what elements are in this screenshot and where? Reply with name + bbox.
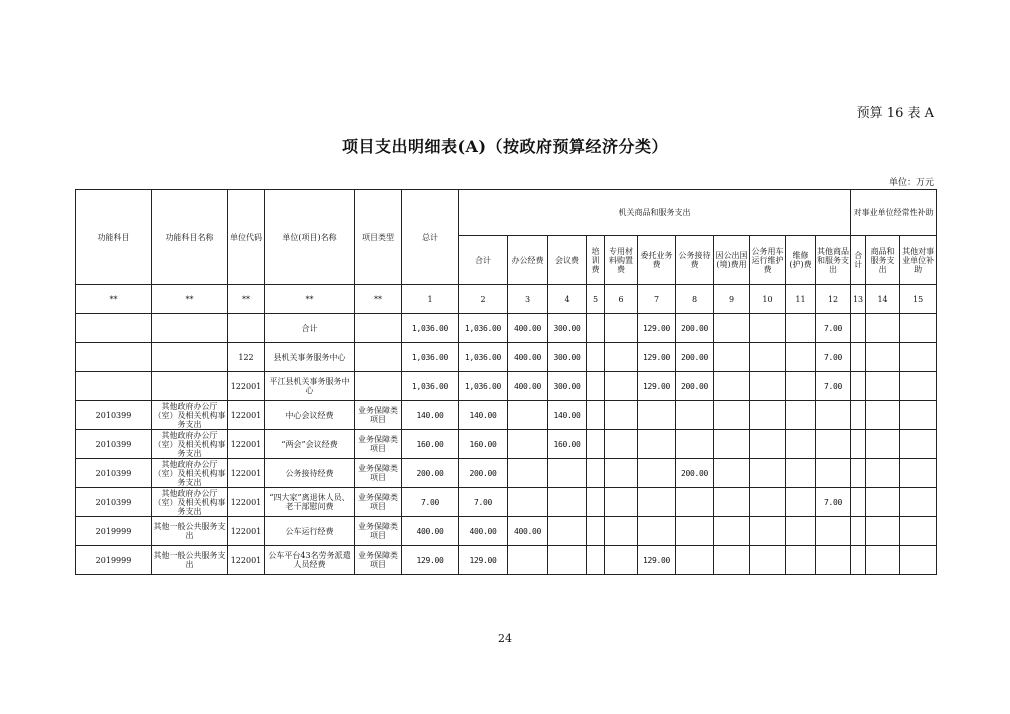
table-cell bbox=[714, 401, 750, 430]
table-row bbox=[76, 517, 937, 546]
table-cell: “两会”会议经费 bbox=[265, 430, 355, 459]
table-cell bbox=[676, 430, 714, 459]
table-cell bbox=[605, 401, 638, 430]
table-cell: 2019999 bbox=[76, 517, 152, 546]
form-number: 预算 16 表 A bbox=[856, 106, 934, 121]
table-cell: 2010399 bbox=[76, 401, 152, 430]
page-title: 项目支出明细表(A)（按政府预算经济分类） bbox=[341, 137, 669, 156]
table-cell bbox=[750, 314, 786, 343]
table-cell: 业务保障类项目 bbox=[355, 401, 402, 430]
table-cell bbox=[152, 314, 228, 343]
header-unit-name: 单位(项目)名称 bbox=[265, 190, 355, 285]
table-cell bbox=[76, 314, 152, 343]
table-cell: 1,036.00 bbox=[402, 343, 459, 372]
table-cell bbox=[605, 488, 638, 517]
column-index-cell: 1 bbox=[402, 285, 459, 314]
table-cell bbox=[605, 343, 638, 372]
table-cell: 200.00 bbox=[676, 459, 714, 488]
header-subcol: 会议费 bbox=[548, 236, 587, 285]
table-cell bbox=[866, 546, 900, 575]
table-row bbox=[76, 430, 937, 459]
column-index-cell: 13 bbox=[851, 285, 866, 314]
table-cell: 1,036.00 bbox=[402, 372, 459, 401]
table-cell bbox=[750, 546, 786, 575]
table-cell bbox=[900, 546, 937, 575]
table-cell bbox=[508, 430, 548, 459]
table-cell: 129.00 bbox=[638, 546, 676, 575]
header-subcol: 委托业务费 bbox=[638, 236, 676, 285]
header-subcol: 公务用车运行维护费 bbox=[750, 236, 786, 285]
table-cell bbox=[851, 488, 866, 517]
table-cell bbox=[605, 517, 638, 546]
table-cell bbox=[851, 314, 866, 343]
table-cell: 业务保障类项目 bbox=[355, 488, 402, 517]
table-cell: 140.00 bbox=[459, 401, 508, 430]
table-cell bbox=[816, 430, 851, 459]
table-cell: 公车平台43名劳务派遣人员经费 bbox=[265, 546, 355, 575]
table-cell bbox=[355, 372, 402, 401]
table-cell: 业务保障类项目 bbox=[355, 517, 402, 546]
table-cell bbox=[587, 372, 605, 401]
column-index-cell: 8 bbox=[676, 285, 714, 314]
table-cell bbox=[638, 401, 676, 430]
column-index-cell: 14 bbox=[866, 285, 900, 314]
table-cell bbox=[355, 314, 402, 343]
table-cell: 7.00 bbox=[816, 314, 851, 343]
table-cell bbox=[786, 459, 816, 488]
column-index-cell: ** bbox=[152, 285, 228, 314]
table-cell: 公务接待经费 bbox=[265, 459, 355, 488]
table-cell bbox=[866, 517, 900, 546]
table-cell: 129.00 bbox=[638, 343, 676, 372]
table-cell bbox=[786, 517, 816, 546]
table-row bbox=[76, 343, 937, 372]
table-cell: 122001 bbox=[228, 546, 265, 575]
table-cell bbox=[750, 401, 786, 430]
table-cell: 160.00 bbox=[459, 430, 508, 459]
table-row bbox=[76, 488, 937, 517]
table-cell bbox=[866, 372, 900, 401]
header-subcol: 其他对事业单位补助 bbox=[900, 236, 937, 285]
table-cell bbox=[866, 430, 900, 459]
table-cell bbox=[714, 517, 750, 546]
table-cell: 200.00 bbox=[676, 372, 714, 401]
table-cell: 122001 bbox=[228, 401, 265, 430]
table-cell: 合计 bbox=[265, 314, 355, 343]
header-project-type: 项目类型 bbox=[355, 190, 402, 285]
table-cell: 业务保障类项目 bbox=[355, 546, 402, 575]
table-cell: 129.00 bbox=[638, 314, 676, 343]
table-cell bbox=[587, 401, 605, 430]
table-cell bbox=[605, 372, 638, 401]
table-cell: 122001 bbox=[228, 517, 265, 546]
table-cell bbox=[548, 517, 587, 546]
table-cell bbox=[851, 343, 866, 372]
table-cell bbox=[76, 343, 152, 372]
table-cell bbox=[676, 401, 714, 430]
header-func-name: 功能科目名称 bbox=[152, 190, 228, 285]
header-subcol: 其他商品和服务支出 bbox=[816, 236, 851, 285]
table-cell: 1,036.00 bbox=[459, 372, 508, 401]
table-cell: 200.00 bbox=[676, 314, 714, 343]
table-cell: 129.00 bbox=[459, 546, 508, 575]
table-row bbox=[76, 314, 937, 343]
table-cell bbox=[605, 459, 638, 488]
table-cell: 160.00 bbox=[548, 430, 587, 459]
table-cell: 122 bbox=[228, 343, 265, 372]
header-subcol: 办公经费 bbox=[508, 236, 548, 285]
table-cell bbox=[508, 488, 548, 517]
column-index-cell: ** bbox=[355, 285, 402, 314]
table-cell bbox=[714, 372, 750, 401]
table-cell bbox=[900, 430, 937, 459]
table-cell bbox=[750, 459, 786, 488]
table-cell: 其他政府办公厅（室）及相关机构事务支出 bbox=[153, 488, 226, 516]
table-cell bbox=[900, 401, 937, 430]
table-cell bbox=[152, 372, 228, 401]
header-unit-code: 单位代码 bbox=[228, 190, 265, 285]
table-row bbox=[76, 401, 937, 430]
column-index-cell: 6 bbox=[605, 285, 638, 314]
table-cell bbox=[76, 372, 152, 401]
table-cell bbox=[714, 459, 750, 488]
table-cell bbox=[786, 488, 816, 517]
table-cell: 129.00 bbox=[638, 372, 676, 401]
table-cell: 其他一般公共服务支出 bbox=[152, 546, 228, 575]
table-cell bbox=[851, 517, 866, 546]
table-cell bbox=[508, 546, 548, 575]
table-cell bbox=[786, 372, 816, 401]
table-cell: 其他政府办公厅（室）及相关机构事务支出 bbox=[153, 459, 226, 487]
table-cell: 7.00 bbox=[816, 372, 851, 401]
table-cell bbox=[638, 430, 676, 459]
column-index-cell: ** bbox=[76, 285, 152, 314]
header-subcol: 培训费 bbox=[587, 236, 605, 285]
table-cell bbox=[587, 546, 605, 575]
expense-table bbox=[75, 189, 937, 575]
table-cell: 129.00 bbox=[402, 546, 459, 575]
table-cell bbox=[750, 488, 786, 517]
column-index-cell: 7 bbox=[638, 285, 676, 314]
table-row bbox=[76, 372, 937, 401]
table-cell bbox=[816, 401, 851, 430]
table-cell bbox=[676, 517, 714, 546]
table-row bbox=[76, 546, 937, 575]
table-cell bbox=[638, 517, 676, 546]
table-cell: 140.00 bbox=[548, 401, 587, 430]
table-cell: 1,036.00 bbox=[459, 314, 508, 343]
table-cell: 300.00 bbox=[548, 343, 587, 372]
table-cell bbox=[750, 372, 786, 401]
table-cell: 160.00 bbox=[402, 430, 459, 459]
column-index-cell: 15 bbox=[900, 285, 937, 314]
table-cell: 122001 bbox=[228, 488, 265, 517]
header-subcol: 公务接待费 bbox=[676, 236, 714, 285]
table-cell bbox=[816, 517, 851, 546]
table-cell: 2010399 bbox=[76, 430, 152, 459]
table-cell bbox=[866, 401, 900, 430]
table-cell: 7.00 bbox=[816, 343, 851, 372]
table-cell: 其他政府办公厅（室）及相关机构事务支出 bbox=[153, 430, 226, 458]
table-cell bbox=[851, 372, 866, 401]
table-cell bbox=[786, 314, 816, 343]
column-index-cell: ** bbox=[265, 285, 355, 314]
table-cell: 中心会议经费 bbox=[265, 401, 355, 430]
table-cell bbox=[228, 314, 265, 343]
table-cell bbox=[750, 430, 786, 459]
table-cell: 2019999 bbox=[76, 546, 152, 575]
column-index-cell: 12 bbox=[816, 285, 851, 314]
table-cell bbox=[866, 459, 900, 488]
table-cell bbox=[605, 430, 638, 459]
table-cell bbox=[900, 372, 937, 401]
column-index-cell: ** bbox=[228, 285, 265, 314]
table-cell: 其他政府办公厅（室）及相关机构事务支出 bbox=[153, 401, 226, 429]
column-index-cell: 9 bbox=[714, 285, 750, 314]
header-func-code: 功能科目 bbox=[76, 190, 152, 285]
table-cell bbox=[900, 459, 937, 488]
table-cell bbox=[587, 343, 605, 372]
table-cell bbox=[866, 314, 900, 343]
table-cell: 140.00 bbox=[402, 401, 459, 430]
table-cell bbox=[714, 314, 750, 343]
table-cell bbox=[786, 343, 816, 372]
table-cell bbox=[152, 343, 228, 372]
table-cell: 200.00 bbox=[402, 459, 459, 488]
table-cell: 300.00 bbox=[548, 372, 587, 401]
table-cell bbox=[638, 488, 676, 517]
header-subcol: 因公出国(境)费用 bbox=[714, 236, 750, 285]
table-cell bbox=[638, 459, 676, 488]
table-cell: 400.00 bbox=[508, 343, 548, 372]
header-subcol: 维修(护)费 bbox=[786, 236, 816, 285]
column-index-cell: 4 bbox=[548, 285, 587, 314]
header-group-goods: 机关商品和服务支出 bbox=[459, 190, 851, 236]
table-cell bbox=[508, 459, 548, 488]
table-cell bbox=[587, 430, 605, 459]
table-cell bbox=[605, 546, 638, 575]
table-cell bbox=[900, 343, 937, 372]
table-cell: 400.00 bbox=[508, 314, 548, 343]
table-cell: 200.00 bbox=[676, 343, 714, 372]
table-cell bbox=[548, 546, 587, 575]
table-cell bbox=[548, 488, 587, 517]
column-index-cell: 3 bbox=[508, 285, 548, 314]
table-cell bbox=[786, 546, 816, 575]
table-cell bbox=[714, 546, 750, 575]
table-cell bbox=[851, 459, 866, 488]
header-subcol: 商品和服务支出 bbox=[866, 236, 900, 285]
table-cell bbox=[866, 488, 900, 517]
table-cell bbox=[816, 546, 851, 575]
table-cell: 业务保障类项目 bbox=[355, 430, 402, 459]
table-cell bbox=[786, 401, 816, 430]
table-cell: 2010399 bbox=[76, 459, 152, 488]
header-subcol: 专用材料购置费 bbox=[605, 236, 638, 285]
table-cell bbox=[714, 430, 750, 459]
table-cell bbox=[587, 314, 605, 343]
table-cell: 400.00 bbox=[402, 517, 459, 546]
table-cell: 县机关事务服务中心 bbox=[265, 343, 355, 372]
table-cell: 122001 bbox=[228, 372, 265, 401]
column-index-cell: 11 bbox=[786, 285, 816, 314]
column-index-cell: 10 bbox=[750, 285, 786, 314]
table-cell: 7.00 bbox=[402, 488, 459, 517]
table-cell bbox=[508, 401, 548, 430]
table-cell bbox=[851, 401, 866, 430]
table-cell: 400.00 bbox=[508, 517, 548, 546]
table-cell: 1,036.00 bbox=[402, 314, 459, 343]
table-cell bbox=[714, 343, 750, 372]
table-cell: 平江县机关事务服务中心 bbox=[265, 372, 355, 401]
table-cell bbox=[548, 459, 587, 488]
table-cell bbox=[750, 343, 786, 372]
table-cell bbox=[676, 546, 714, 575]
page-number: 24 bbox=[498, 632, 512, 645]
table-cell bbox=[851, 430, 866, 459]
table-cell bbox=[587, 488, 605, 517]
table-cell bbox=[587, 517, 605, 546]
table-cell: “四大家”离退休人员、老干部慰问费 bbox=[265, 488, 355, 517]
table-cell: 其他一般公共服务支出 bbox=[152, 517, 228, 546]
header-total: 总计 bbox=[402, 190, 459, 285]
table-cell bbox=[866, 343, 900, 372]
table-cell: 122001 bbox=[228, 459, 265, 488]
table-row bbox=[76, 459, 937, 488]
table-cell: 公车运行经费 bbox=[265, 517, 355, 546]
table-cell: 1,036.00 bbox=[459, 343, 508, 372]
column-index-cell: 2 bbox=[459, 285, 508, 314]
header-group-subsidy: 对事业单位经常性补助 bbox=[851, 190, 937, 236]
table-cell: 业务保障类项目 bbox=[355, 459, 402, 488]
table-cell: 300.00 bbox=[548, 314, 587, 343]
table-cell: 7.00 bbox=[459, 488, 508, 517]
table-cell bbox=[816, 459, 851, 488]
table-cell: 400.00 bbox=[508, 372, 548, 401]
table-cell bbox=[355, 343, 402, 372]
table-cell bbox=[714, 488, 750, 517]
table-cell bbox=[786, 430, 816, 459]
column-index-row bbox=[76, 285, 937, 314]
table-cell bbox=[587, 459, 605, 488]
table-cell: 200.00 bbox=[459, 459, 508, 488]
table-cell bbox=[900, 314, 937, 343]
table-cell: 400.00 bbox=[459, 517, 508, 546]
table-cell: 7.00 bbox=[816, 488, 851, 517]
table-cell bbox=[900, 488, 937, 517]
table-cell bbox=[676, 488, 714, 517]
table-cell bbox=[900, 517, 937, 546]
table-cell bbox=[605, 314, 638, 343]
header-subcol: 合计 bbox=[851, 236, 866, 285]
table-cell bbox=[750, 517, 786, 546]
table-cell: 2010399 bbox=[76, 488, 152, 517]
table-cell: 122001 bbox=[228, 430, 265, 459]
table-cell bbox=[851, 546, 866, 575]
unit-label: 单位：万元 bbox=[888, 178, 934, 188]
column-index-cell: 5 bbox=[587, 285, 605, 314]
header-subcol: 合计 bbox=[459, 236, 508, 285]
